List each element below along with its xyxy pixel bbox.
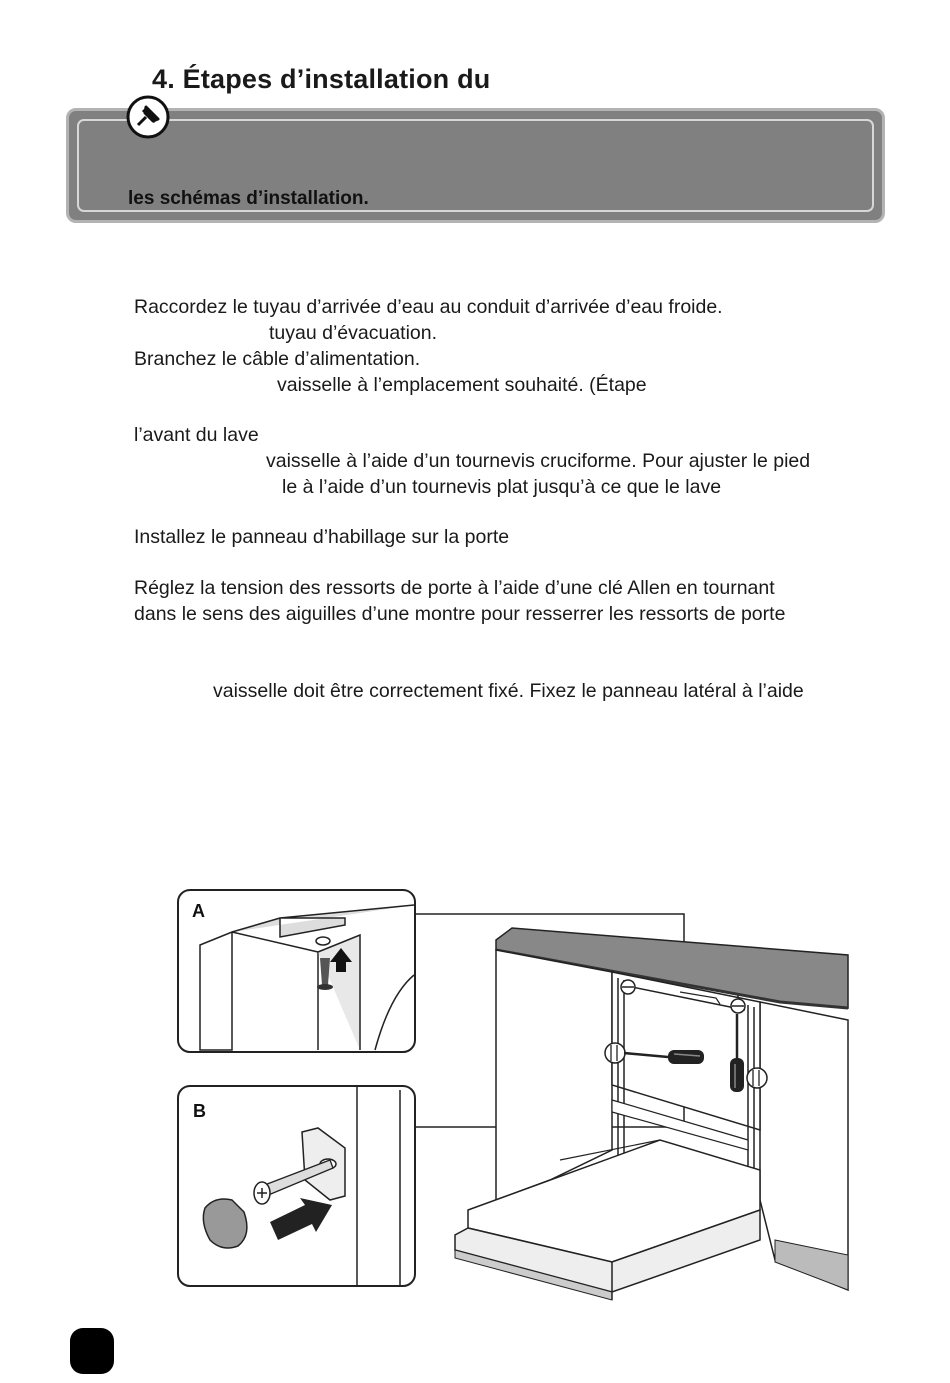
section-title: 4. Étapes d’installation du bbox=[152, 64, 491, 94]
step-line-9: Réglez la tension des ressorts de porte à l’aide d’une clé Allen en tournant bbox=[134, 577, 775, 599]
step-line-1: Raccordez le tuyau d’arrivée d’eau au conduit d’arrivée d’eau froide. bbox=[134, 296, 723, 318]
detail-b-label: B bbox=[193, 1101, 206, 1121]
step-line-4: vaisselle à l’emplacement souhaité. (Étape bbox=[277, 374, 647, 396]
detail-b-panel bbox=[178, 1086, 415, 1286]
dishwasher-illustration bbox=[455, 928, 848, 1300]
page-number-badge bbox=[70, 1328, 114, 1374]
step-line-2: tuyau d’évacuation. bbox=[269, 322, 438, 344]
step-line-7: le à l’aide d’un tournevis plat jusqu’à ce que le lave bbox=[282, 476, 722, 498]
note-text: les schémas d’installation. bbox=[128, 188, 369, 209]
step-line-5: l’avant du lave bbox=[134, 424, 259, 446]
step-line-8: Installez le panneau d’habillage sur la porte bbox=[134, 526, 510, 548]
step-line-3: Branchez le câble d’alimentation. bbox=[134, 348, 421, 370]
detail-a-panel bbox=[178, 890, 415, 1052]
step-line-10: dans le sens des aiguilles d’une montre pour resserrer les ressorts de porte bbox=[134, 603, 786, 625]
detail-a-label: A bbox=[192, 901, 205, 921]
step-line-6: vaisselle à l’aide d’un tournevis cruciforme. Pour ajuster le pied bbox=[266, 450, 811, 472]
step-line-11: vaisselle doit être correctement fixé. Fixez le panneau latéral à l’aide bbox=[213, 680, 804, 702]
